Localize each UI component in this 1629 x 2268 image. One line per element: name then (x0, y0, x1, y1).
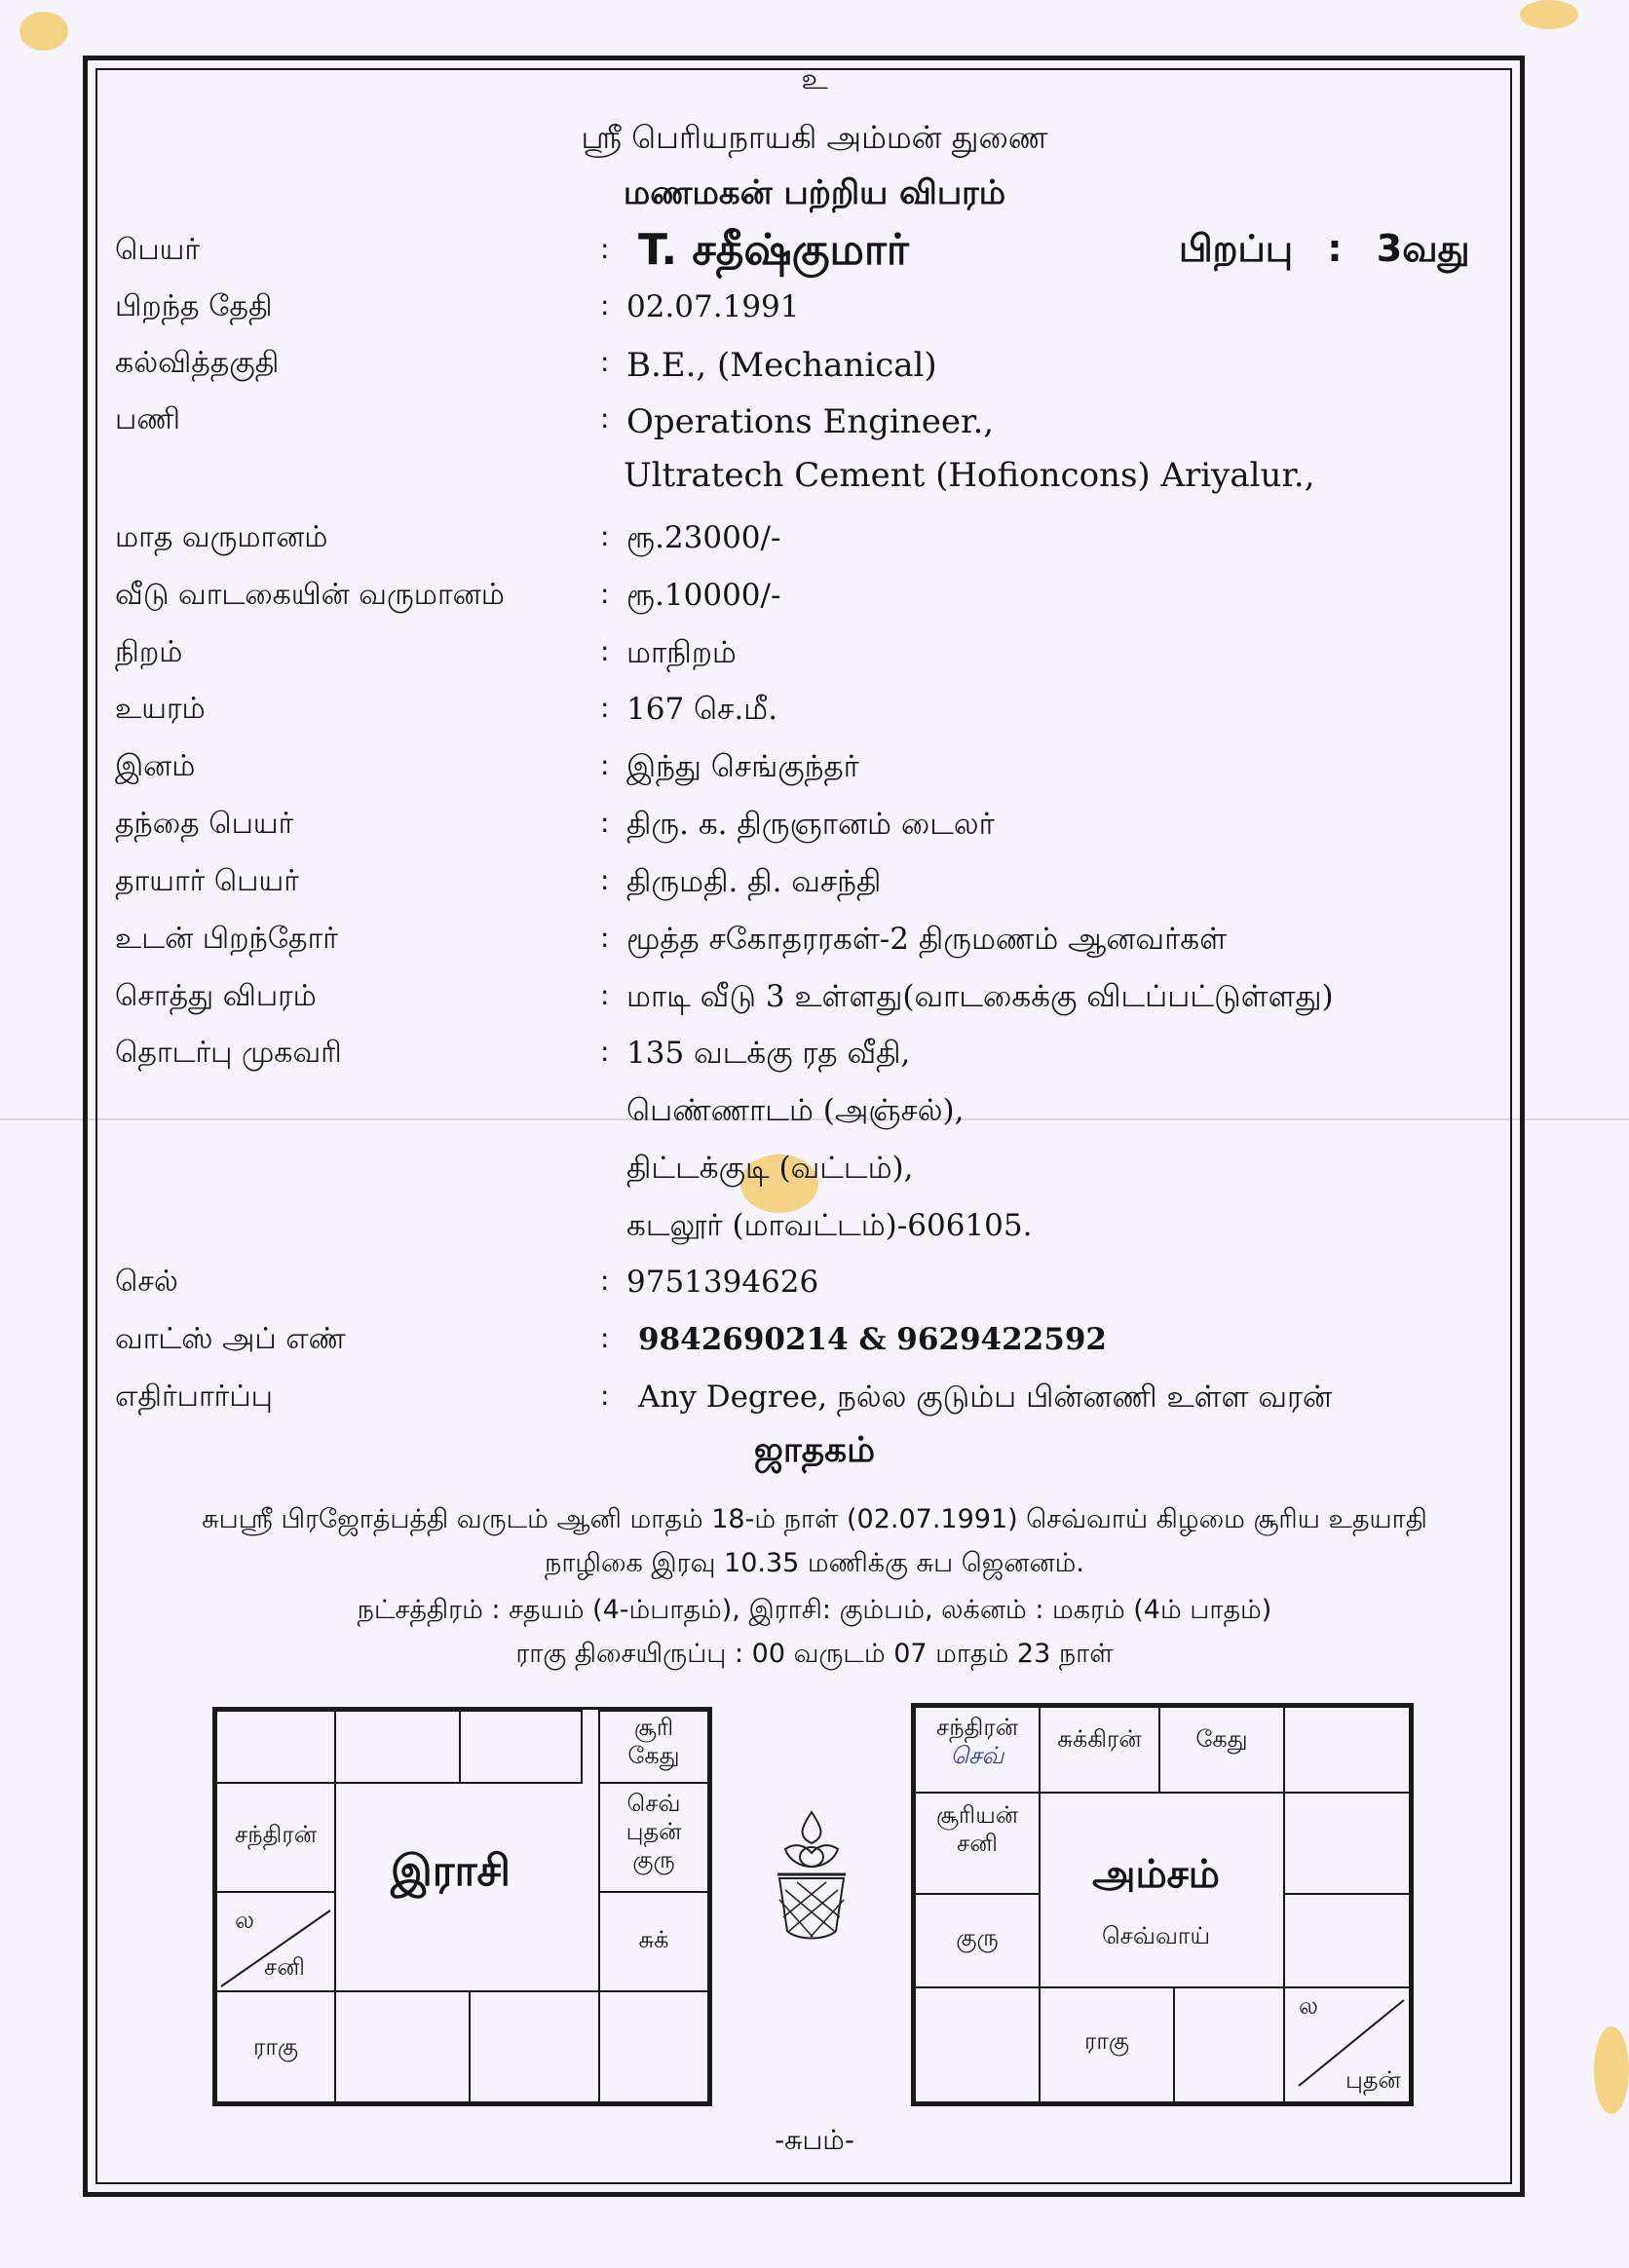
colon-separator: : (600, 979, 610, 1011)
detail-row-height (0, 692, 1629, 746)
detail-label: நிறம் (115, 635, 183, 669)
detail-row-address (0, 1036, 1629, 1243)
amsam-cell (914, 1706, 1041, 1794)
planet-label: குரு (956, 1924, 999, 1951)
blessing-line: ஸ்ரீ பெரியநாயகி அம்மன் துணை (581, 119, 1048, 156)
amsam-cell (914, 1986, 1041, 2103)
rasi-cell (469, 1990, 600, 2103)
detail-row-property (0, 979, 1629, 1034)
rasi-chart (212, 1707, 712, 2106)
amsam-cell (914, 1893, 1041, 1988)
rasi-cell (215, 1891, 336, 1992)
detail-row-community (0, 749, 1629, 804)
detail-row-name (0, 225, 1629, 284)
planet-label: சுக் (638, 1926, 669, 1953)
amsam-cell (1283, 1706, 1411, 1794)
rasi-cell (598, 1891, 709, 1992)
colon-separator: : (600, 520, 610, 552)
detail-row-father (0, 807, 1629, 861)
rasi-cell (215, 1710, 336, 1784)
colon-separator: : (600, 692, 610, 724)
detail-label: தந்தை பெயர் (115, 807, 294, 841)
colon-separator: : (600, 346, 610, 378)
colon-separator: : (600, 233, 610, 265)
detail-row-rental-income (0, 578, 1629, 632)
rasi-cell-divider (459, 1710, 461, 1784)
rasi-cell (598, 1782, 709, 1893)
detail-label: பிறந்த தேதி (115, 289, 273, 323)
detail-label: சொத்து விபரம் (115, 979, 317, 1013)
detail-value: 02.07.1991 (626, 289, 800, 324)
rasi-cell (215, 1990, 336, 2103)
colon-separator: : (600, 1036, 610, 1068)
planet-label: குரு (632, 1845, 675, 1873)
detail-label: தாயார் பெயர் (115, 864, 299, 898)
planet-label: சனி (957, 1829, 998, 1857)
planet-label: சந்திரன் (234, 1821, 318, 1848)
colon-separator: : (600, 1380, 610, 1412)
colon-separator: : (600, 635, 610, 667)
planet-label: ராகு (252, 2033, 299, 2060)
detail-value: திரு. க. திருஞானம் டைலர் (626, 807, 995, 842)
colon-separator: : (600, 749, 610, 781)
detail-value: B.E., (Mechanical) (626, 346, 937, 385)
detail-value-line2: Ultratech Cement (Hofioncons) Ariyalur., (624, 456, 1315, 495)
amsam-cell (1039, 1706, 1160, 1794)
birth-order-label: பிறப்பு (1179, 227, 1294, 270)
detail-label: மாத வருமானம் (115, 520, 328, 554)
paper-stain (19, 12, 68, 51)
detail-label: எதிர்பார்ப்பு (115, 1380, 273, 1414)
detail-value: 9751394626 (626, 1265, 819, 1300)
colon-separator: : (1327, 227, 1343, 270)
amsam-chart-title: அம்சம் (1092, 1852, 1220, 1897)
detail-label: செல் (115, 1265, 178, 1299)
detail-value: 167 செ.மீ. (626, 692, 778, 727)
planet-label: சூரி (633, 1714, 674, 1741)
amsam-chart (911, 1703, 1414, 2106)
colon-separator: : (600, 807, 610, 839)
planet-label: புதன் (625, 1817, 682, 1845)
page-title: மணமகன் பற்றிய விபரம் (623, 173, 1006, 212)
detail-label: வாட்ஸ் அப் எண் (115, 1322, 346, 1356)
planet-label: சூரியன் (935, 1801, 1019, 1829)
detail-row-mother (0, 864, 1629, 919)
groom-name: T. சதீஷ்குமார் (638, 225, 909, 275)
planet-label: கேது (1195, 1725, 1248, 1753)
detail-value: இந்து செங்குந்தர் (626, 749, 859, 784)
planet-label: சுக்கிரன் (1057, 1725, 1142, 1753)
detail-row-education (0, 346, 1629, 400)
detail-row-complexion (0, 635, 1629, 690)
planet-label: செவ் (626, 1790, 681, 1817)
jathagam-line: சுபஸ்ரீ பிரஜோத்பத்தி வருடம் ஆனி மாதம் 18-ம் நாள் (02.07.1991) செவ்வாய் கிழமை சூரிய உதயாதி (202, 1504, 1427, 1534)
amsam-cell (1283, 1792, 1411, 1895)
amsam-cell (1173, 1986, 1285, 2103)
detail-label: பணி (115, 402, 180, 436)
detail-value: ரூ.10000/- (626, 578, 781, 613)
planet-label: ல (1299, 1992, 1318, 2020)
colon-separator: : (600, 922, 610, 954)
detail-label: தொடர்பு முகவரி (115, 1036, 342, 1070)
planet-label: ல (235, 1907, 254, 1934)
rasi-cell (334, 1990, 471, 2103)
planet-label: சனி (264, 1953, 305, 1981)
detail-value: மாடி வீடு 3 உள்ளது(வாடகைக்கு விடப்பட்டுள்ளது) (626, 979, 1334, 1014)
detail-row-cell (0, 1265, 1629, 1319)
birth-order (1179, 227, 1470, 276)
amsam-cell (1283, 1986, 1411, 2103)
detail-label: உயரம் (115, 692, 206, 726)
kalasam-pot-icon (758, 1802, 865, 1948)
planet-label: கேது (627, 1741, 680, 1769)
detail-label: பெயர் (115, 233, 201, 267)
detail-row-monthly-income (0, 520, 1629, 575)
detail-row-occupation (0, 402, 1629, 495)
top-symbol: உ (801, 62, 828, 96)
detail-value: மாநிறம் (626, 635, 737, 670)
jathagam-line: நட்சத்திரம் : சதயம் (4-ம்பாதம்), இராசி: கும்பம், லக்னம் : மகரம் (4ம் பாதம்) (357, 1595, 1272, 1625)
colon-separator: : (600, 864, 610, 896)
detail-value: Any Degree, நல்ல குடும்ப பின்னணி உள்ள வரன் (638, 1380, 1333, 1415)
detail-label: இனம் (115, 749, 196, 783)
rasi-cell (215, 1782, 336, 1893)
planet-label: புதன் (1345, 2066, 1401, 2094)
detail-value: 9842690214 & 9629422592 (638, 1322, 1107, 1357)
detail-label: வீடு வாடகையின் வருமானம் (115, 578, 505, 612)
amsam-cell (1283, 1893, 1411, 1988)
detail-row-siblings (0, 922, 1629, 976)
paper-stain (1520, 0, 1578, 29)
detail-row-dob (0, 289, 1629, 344)
amsam-cell (1158, 1706, 1285, 1794)
rasi-cell (598, 1990, 709, 2103)
jathagam-line: நாழிகை இரவு 10.35 மணிக்கு சுப ஜெனனம். (545, 1548, 1084, 1578)
colon-separator: : (600, 1322, 610, 1354)
planet-label: சந்திரன் (935, 1714, 1019, 1741)
detail-value: 135 வடக்கு ரத வீதி, (626, 1036, 911, 1071)
detail-value: திருமதி. தி. வசந்தி (626, 864, 882, 899)
colon-separator: : (600, 402, 610, 435)
detail-value: Operations Engineer., (626, 402, 995, 441)
rasi-chart-title: இராசி (391, 1846, 511, 1896)
planet-label: ராகு (1083, 2027, 1130, 2055)
amsam-cell (914, 1792, 1041, 1895)
amsam-chart-subtitle: செவ்வாய் (1102, 1922, 1211, 1949)
address-line: கடலூர் (மாவட்டம்)-606105. (626, 1208, 1033, 1243)
colon-separator: : (600, 289, 610, 321)
footer-auspicious: -சுபம்- (775, 2124, 854, 2156)
colon-separator: : (600, 578, 610, 610)
paper-stain (1594, 2026, 1629, 2114)
detail-label: கல்வித்தகுதி (115, 346, 280, 380)
detail-row-expectation (0, 1380, 1629, 1434)
detail-label: உடன் பிறந்தோர் (115, 922, 338, 956)
amsam-cell (1039, 1986, 1175, 2103)
colon-separator: : (600, 1265, 610, 1297)
birth-order-value: 3வது (1376, 227, 1470, 270)
jathagam-heading: ஜாதகம் (753, 1430, 876, 1470)
rasi-cell (598, 1710, 709, 1784)
address-line: திட்டக்குடி (வட்டம்), (626, 1151, 914, 1186)
detail-value: மூத்த சகோதரரகள்-2 திருமணம் ஆனவர்கள் (626, 922, 1228, 957)
address-line: பெண்ணாடம் (அஞ்சல்), (626, 1093, 965, 1128)
jathagam-line: ராகு திசையிருப்பு : 00 வருடம் 07 மாதம் 23 நாள் (515, 1639, 1114, 1669)
handwritten-planet-label: செவ் (950, 1741, 1004, 1769)
detail-value: ரூ.23000/- (626, 520, 781, 555)
detail-row-whatsapp (0, 1322, 1629, 1377)
